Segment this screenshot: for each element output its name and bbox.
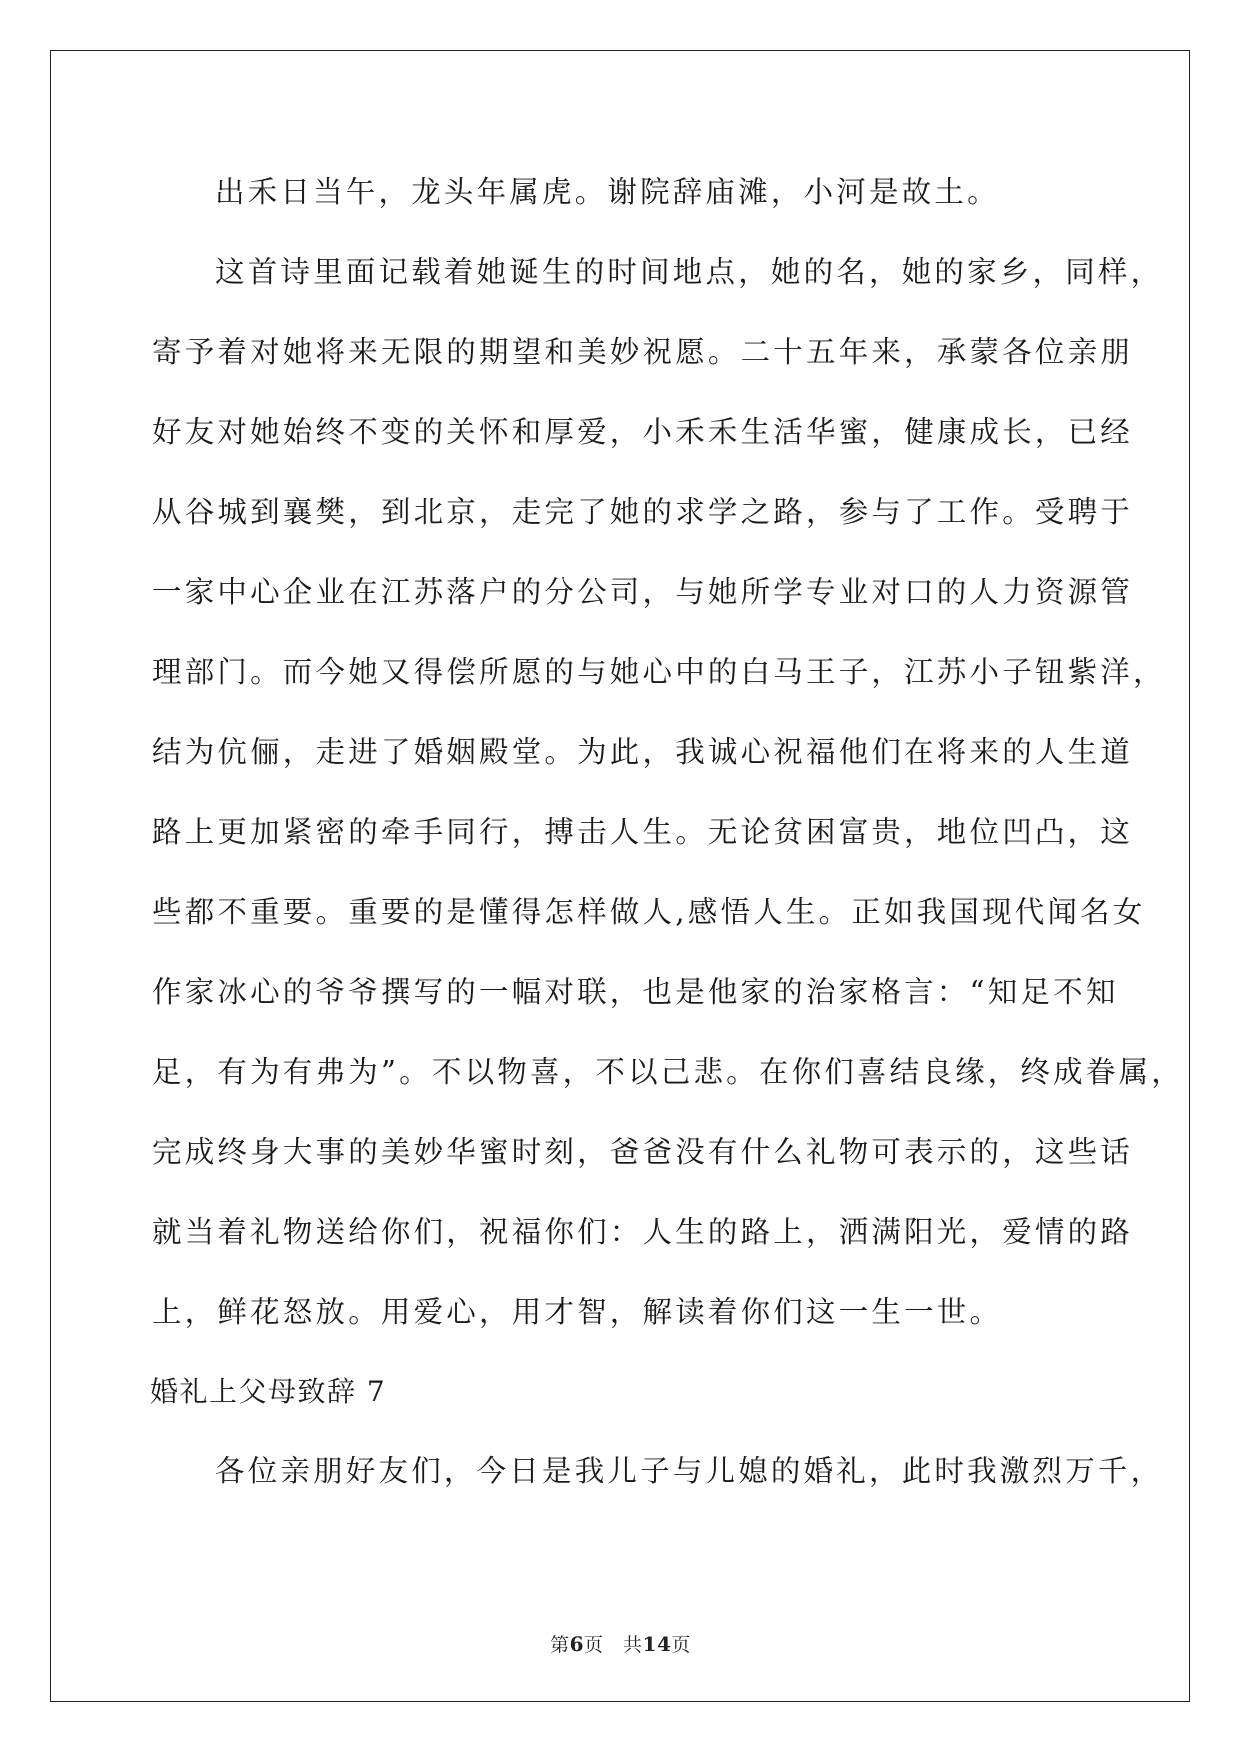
text-line-7: 理部门。而今她又得偿所愿的与她心中的白马王子，江苏小子钮紫洋， [152, 655, 1166, 689]
text-line-10: 些都不重要。重要的是懂得怎样做人,感悟人生。正如我国现代闻名女 [152, 895, 1146, 929]
text-line-16: 各位亲朋好友们，今日是我儿子与儿媳的婚礼，此时我激烈万千， [215, 1454, 1164, 1488]
text-line-8: 结为伉俪，走进了婚姻殿堂。为此，我诚心祝福他们在将来的人生道 [152, 735, 1134, 769]
text-line-5: 从谷城到襄樊，到北京，走完了她的求学之路，参与了工作。受聘于 [152, 495, 1134, 529]
footer-suffix: 页 [671, 1634, 691, 1656]
text-line-4: 好友对她始终不变的关怀和厚爱，小禾禾生活华蜜，健康成长，已经 [152, 415, 1134, 449]
text-line-15: 上，鲜花怒放。用爱心，用才智，解读着你们这一生一世。 [152, 1295, 1003, 1329]
page-footer [0, 1632, 1241, 1657]
text-line-6: 一家中心企业在江苏落户的分公司，与她所学专业对口的人力资源管 [152, 575, 1134, 609]
text-line-14: 就当着礼物送给你们，祝福你们：人生的路上，洒满阳光，爱情的路 [152, 1215, 1134, 1249]
current-page-number: 6 [569, 1632, 585, 1656]
text-line-2: 这首诗里面记载着她诞生的时间地点，她的名，她的家乡，同样， [215, 255, 1164, 289]
text-line-1: 出禾日当午，龙头年属虎。谢院辞庙滩，小河是故土。 [215, 175, 1000, 209]
text-line-3: 寄予着对她将来无限的期望和美妙祝愿。二十五年来，承蒙各位亲朋 [152, 335, 1134, 369]
footer-prefix: 第 [550, 1634, 570, 1656]
footer-mid: 页 共 [584, 1634, 643, 1656]
total-page-number: 14 [642, 1632, 672, 1656]
text-line-9: 路上更加紧密的牵手同行，搏击人生。无论贫困富贵，地位凹凸，这 [152, 815, 1134, 849]
section-heading: 婚礼上父母致辞 7 [150, 1375, 387, 1408]
text-line-13: 完成终身大事的美妙华蜜时刻，爸爸没有什么礼物可表示的，这些话 [152, 1135, 1134, 1169]
text-line-11: 作家冰心的爷爷撰写的一幅对联，也是他家的治家格言：“知足不知 [152, 975, 1119, 1009]
text-line-12: 足，有为有弗为”。不以物喜，不以己悲。在你们喜结良缘，终成眷属， [152, 1055, 1184, 1089]
